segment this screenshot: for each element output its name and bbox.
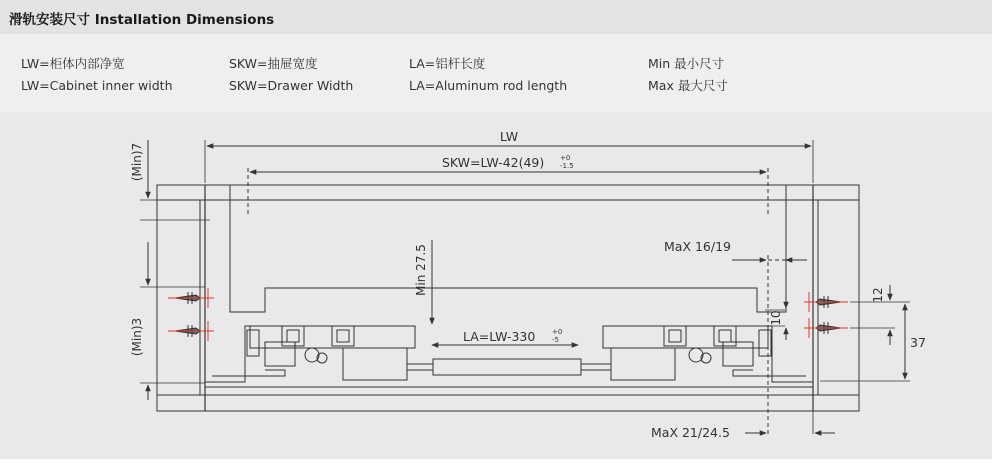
- legend-la-en: LA=Aluminum rod length: [409, 78, 568, 93]
- dimension-lines: [148, 140, 905, 433]
- section-title: 滑轨安装尺寸 Installation Dimensions: [9, 12, 275, 28]
- left-screws: [175, 292, 200, 337]
- legend-skw-en: SKW=Drawer Width: [229, 78, 354, 93]
- installation-diagram-panel: [0, 112, 992, 459]
- legend-lw-en: LW=Cabinet inner width: [21, 78, 173, 93]
- dim-min3-label: (Min)3: [130, 317, 144, 357]
- legend-lw-cn: LW=柜体内部净宽: [21, 56, 125, 71]
- dim-10-label: 10: [769, 310, 783, 326]
- dim-min7-label: (Min)7: [130, 142, 144, 182]
- dim-max16-label: MaX 16/19: [664, 239, 732, 254]
- installation-diagram: [0, 112, 992, 459]
- aluminum-rod: [433, 359, 581, 375]
- dim-12-label: 12: [871, 287, 885, 303]
- dim-max21-label: MaX 21/24.5: [651, 425, 730, 440]
- drawer-box: [205, 185, 813, 387]
- section-header: [0, 0, 992, 34]
- dim-la-tol-lower: -5: [552, 336, 559, 344]
- legend-max: Max 最大尺寸: [648, 78, 728, 93]
- cabinet-outline: [157, 185, 859, 411]
- abbreviation-legend: [0, 34, 992, 112]
- dim-skw-tol-upper: +0: [560, 154, 571, 162]
- legend-la-cn: LA=铝杆长度: [409, 56, 486, 71]
- dim-min27-label: Min 27.5: [414, 244, 428, 296]
- legend-min: Min 最小尺寸: [648, 56, 725, 71]
- dim-la-label: LA=LW-330: [463, 329, 536, 344]
- dim-skw-tol-lower: -1.5: [560, 162, 574, 170]
- extension-lines: [140, 140, 910, 434]
- dim-lw-label: LW: [499, 129, 519, 144]
- legend-skw-cn: SKW=抽屉宽度: [229, 56, 318, 71]
- dim-37-label: 37: [910, 335, 926, 350]
- dim-skw-label: SKW=LW-42(49): [442, 155, 545, 170]
- dim-la-tol-upper: +0: [552, 328, 563, 336]
